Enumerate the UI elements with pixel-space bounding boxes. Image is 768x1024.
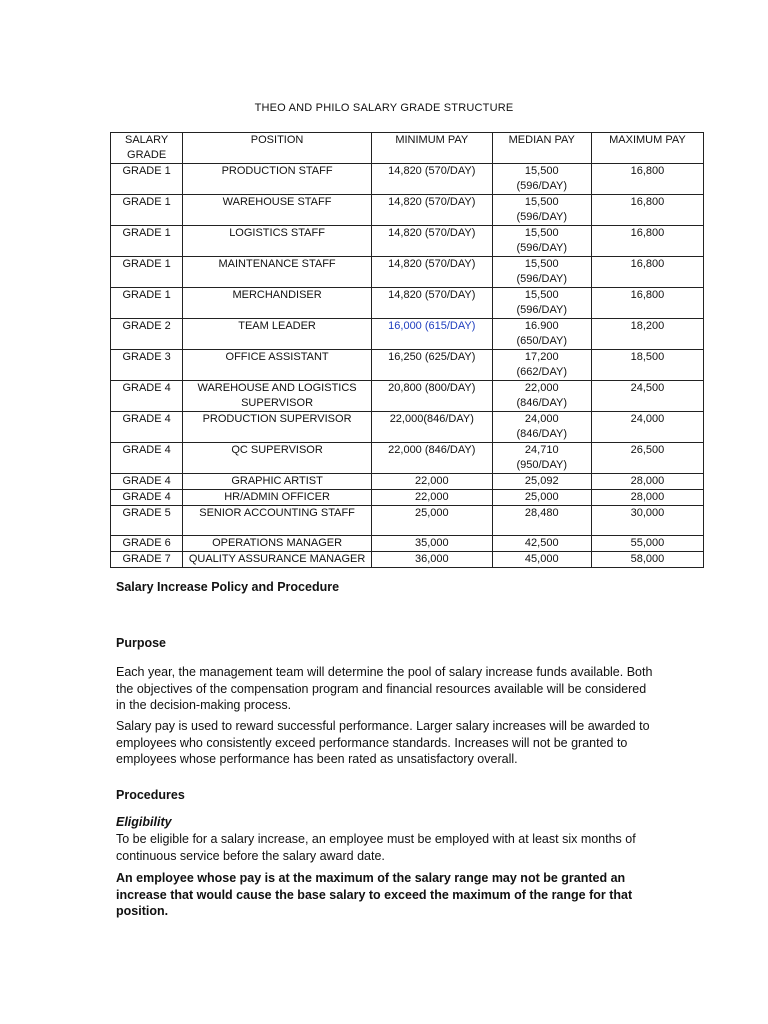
cell-position: HR/ADMIN OFFICER bbox=[183, 490, 372, 506]
purpose-heading: Purpose bbox=[116, 636, 167, 650]
header-salary-grade: SALARY GRADE bbox=[111, 133, 183, 164]
cell-median-pay: 45,000 bbox=[492, 552, 591, 568]
cell-min-pay: 14,820 (570/DAY) bbox=[371, 257, 492, 288]
cell-max-pay: 24,000 bbox=[591, 412, 703, 443]
cell-position: PRODUCTION STAFF bbox=[183, 164, 372, 195]
table-row bbox=[111, 319, 704, 350]
cell-position: WAREHOUSE STAFF bbox=[183, 195, 372, 226]
policy-title: Salary Increase Policy and Procedure bbox=[116, 580, 340, 594]
cell-grade: GRADE 1 bbox=[111, 195, 183, 226]
table-row bbox=[111, 552, 704, 568]
cell-max-pay: 16,800 bbox=[591, 257, 703, 288]
cell-position: OPERATIONS MANAGER bbox=[183, 536, 372, 552]
eligibility-paragraph-1: To be eligible for a salary increase, an employee must be employed with at least six months of continuous service before the salary award date. bbox=[116, 832, 636, 863]
cell-max-pay: 28,000 bbox=[591, 490, 703, 506]
cell-median-pay: 15,500 (596/DAY) bbox=[492, 226, 591, 257]
cell-min-pay: 14,820 (570/DAY) bbox=[371, 195, 492, 226]
header-maximum-pay: MAXIMUM PAY bbox=[591, 133, 703, 164]
header-minimum-pay: MINIMUM PAY bbox=[371, 133, 492, 164]
cell-max-pay: 18,500 bbox=[591, 350, 703, 381]
cell-grade: GRADE 1 bbox=[111, 288, 183, 319]
cell-median-pay: 15,500 (596/DAY) bbox=[492, 195, 591, 226]
cell-max-pay: 28,000 bbox=[591, 474, 703, 490]
table-row bbox=[111, 226, 704, 257]
cell-max-pay: 30,000 bbox=[591, 506, 703, 536]
cell-median-pay: 22,000 (846/DAY) bbox=[492, 381, 591, 412]
table-row bbox=[111, 506, 704, 536]
cell-max-pay: 16,800 bbox=[591, 195, 703, 226]
cell-median-pay: 17,200 (662/DAY) bbox=[492, 350, 591, 381]
table-row bbox=[111, 288, 704, 319]
cell-min-pay: 25,000 bbox=[371, 506, 492, 536]
eligibility-paragraph-2: An employee whose pay is at the maximum of the salary range may not be granted an increase that would cause the base salary to exceed the maximum of the range for that position. bbox=[116, 871, 633, 918]
cell-max-pay: 16,800 bbox=[591, 288, 703, 319]
cell-min-pay: 36,000 bbox=[371, 552, 492, 568]
cell-max-pay: 16,800 bbox=[591, 164, 703, 195]
cell-min-pay-highlighted: 16,000 (615/DAY) bbox=[371, 319, 492, 350]
cell-grade: GRADE 3 bbox=[111, 350, 183, 381]
cell-grade: GRADE 1 bbox=[111, 164, 183, 195]
table-row bbox=[111, 164, 704, 195]
cell-grade: GRADE 1 bbox=[111, 257, 183, 288]
cell-median-pay: 25,000 bbox=[492, 490, 591, 506]
cell-min-pay: 16,250 (625/DAY) bbox=[371, 350, 492, 381]
table-row bbox=[111, 474, 704, 490]
purpose-paragraph-1: Each year, the management team will determine the pool of salary increase funds available. Both the objectives of the compensation program and financial resources available will be considered in the decision-making process. bbox=[116, 665, 653, 712]
cell-grade: GRADE 7 bbox=[111, 552, 183, 568]
cell-min-pay: 14,820 (570/DAY) bbox=[371, 164, 492, 195]
cell-median-pay: 24,000 (846/DAY) bbox=[492, 412, 591, 443]
cell-min-pay: 14,820 (570/DAY) bbox=[371, 288, 492, 319]
cell-median-pay: 28,480 bbox=[492, 506, 591, 536]
cell-grade: GRADE 5 bbox=[111, 506, 183, 536]
cell-min-pay: 22,000 bbox=[371, 474, 492, 490]
cell-max-pay: 16,800 bbox=[591, 226, 703, 257]
cell-grade: GRADE 6 bbox=[111, 536, 183, 552]
cell-position: SENIOR ACCOUNTING STAFF bbox=[183, 506, 372, 536]
cell-median-pay: 24,710 (950/DAY) bbox=[492, 443, 591, 474]
header-position: POSITION bbox=[183, 133, 372, 164]
eligibility-heading: Eligibility bbox=[116, 815, 172, 829]
cell-min-pay: 22,000 bbox=[371, 490, 492, 506]
cell-position: QUALITY ASSURANCE MANAGER bbox=[183, 552, 372, 568]
cell-position: WAREHOUSE AND LOGISTICS SUPERVISOR bbox=[183, 381, 372, 412]
purpose-paragraph-2: Salary pay is used to reward successful performance. Larger salary increases will be awarded to employees who consistently exceed performance standards. Increases will not be granted to employees whose performance has been rated as unsatisfactory overall. bbox=[116, 719, 650, 766]
table-header-row bbox=[111, 133, 704, 164]
cell-median-pay: 42,500 bbox=[492, 536, 591, 552]
table-row bbox=[111, 350, 704, 381]
cell-min-pay: 20,800 (800/DAY) bbox=[371, 381, 492, 412]
table-row bbox=[111, 412, 704, 443]
cell-grade: GRADE 1 bbox=[111, 226, 183, 257]
cell-median-pay: 15,500 (596/DAY) bbox=[492, 164, 591, 195]
cell-median-pay: 15,500 (596/DAY) bbox=[492, 257, 591, 288]
cell-position: QC SUPERVISOR bbox=[183, 443, 372, 474]
procedures-heading: Procedures bbox=[116, 788, 185, 802]
cell-position: PRODUCTION SUPERVISOR bbox=[183, 412, 372, 443]
cell-position: GRAPHIC ARTIST bbox=[183, 474, 372, 490]
cell-grade: GRADE 4 bbox=[111, 443, 183, 474]
cell-max-pay: 18,200 bbox=[591, 319, 703, 350]
cell-max-pay: 24,500 bbox=[591, 381, 703, 412]
cell-median-pay: 25,092 bbox=[492, 474, 591, 490]
cell-min-pay: 22,000(846/DAY) bbox=[371, 412, 492, 443]
cell-grade: GRADE 4 bbox=[111, 474, 183, 490]
cell-position: LOGISTICS STAFF bbox=[183, 226, 372, 257]
cell-position: MAINTENANCE STAFF bbox=[183, 257, 372, 288]
cell-min-pay: 35,000 bbox=[371, 536, 492, 552]
table-row bbox=[111, 536, 704, 552]
cell-median-pay: 16.900 (650/DAY) bbox=[492, 319, 591, 350]
cell-position: TEAM LEADER bbox=[183, 319, 372, 350]
table-row bbox=[111, 195, 704, 226]
cell-grade: GRADE 4 bbox=[111, 412, 183, 443]
cell-median-pay: 15,500 (596/DAY) bbox=[492, 288, 591, 319]
header-median-pay: MEDIAN PAY bbox=[492, 133, 591, 164]
cell-max-pay: 55,000 bbox=[591, 536, 703, 552]
table-row bbox=[111, 257, 704, 288]
table-row bbox=[111, 490, 704, 506]
cell-min-pay: 22,000 (846/DAY) bbox=[371, 443, 492, 474]
table-row bbox=[111, 381, 704, 412]
salary-grade-table bbox=[110, 132, 704, 568]
cell-position: OFFICE ASSISTANT bbox=[183, 350, 372, 381]
table-row bbox=[111, 443, 704, 474]
cell-grade: GRADE 4 bbox=[111, 381, 183, 412]
cell-max-pay: 26,500 bbox=[591, 443, 703, 474]
cell-max-pay: 58,000 bbox=[591, 552, 703, 568]
cell-grade: GRADE 4 bbox=[111, 490, 183, 506]
cell-position: MERCHANDISER bbox=[183, 288, 372, 319]
cell-min-pay: 14,820 (570/DAY) bbox=[371, 226, 492, 257]
document-title: THEO AND PHILO SALARY GRADE STRUCTURE bbox=[254, 102, 514, 114]
cell-grade: GRADE 2 bbox=[111, 319, 183, 350]
